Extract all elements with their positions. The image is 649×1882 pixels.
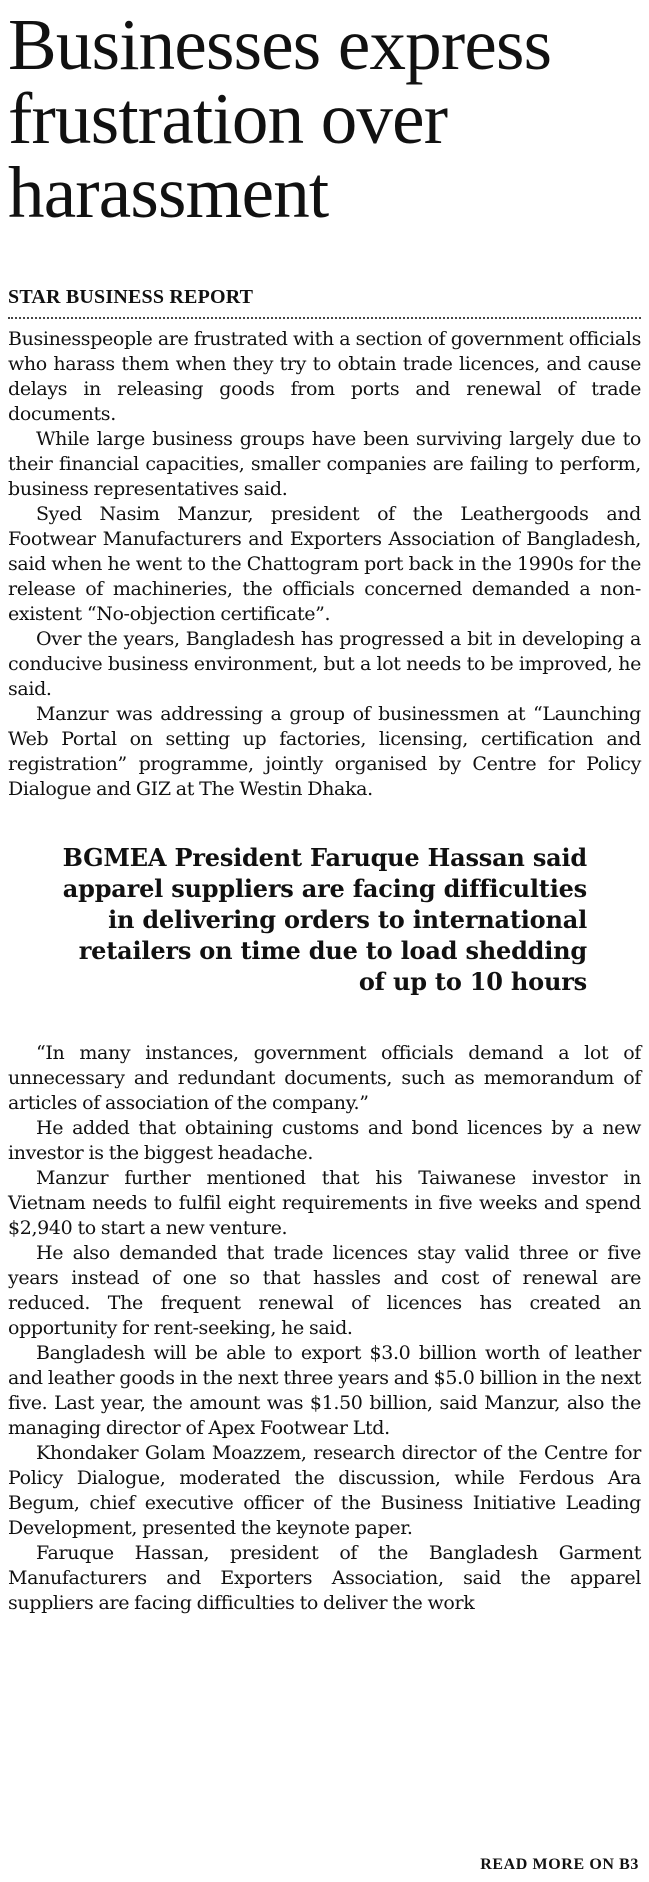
pull-quote: BGMEA President Faruque Hassan said apparel suppliers are facing difficulties in delivering orders to international retailers on time due to load shedding of up to 10 hours <box>62 843 587 996</box>
byline: STAR BUSINESS REPORT <box>8 286 254 308</box>
paragraph: Syed Nasim Manzur, president of the Leathergoods and Footwear Manufacturers and Exporters Association of Bangladesh, said when he went to the Chattogram port back in the 1990s for the release of machineries, the officials concerned demanded a non-existent “No-objection certificate”. <box>8 503 641 625</box>
paragraph: Faruque Hassan, president of the Bangladesh Garment Manufacturers and Exporters Association, said the apparel suppliers are facing difficulties to deliver the work <box>8 1542 641 1614</box>
paragraph: Manzur further mentioned that his Taiwanese investor in Vietnam needs to fulfil eight requirements in five weeks and spend $2,940 to start a new venture. <box>8 1167 641 1239</box>
paragraph: “In many instances, government officials demand a lot of unnecessary and redundant documents, such as memorandum of articles of association of the company.” <box>8 1042 641 1114</box>
headline <box>8 4 641 233</box>
article-body-bottom <box>8 1041 641 1616</box>
read-more-link[interactable]: READ MORE ON B3 <box>480 1856 639 1873</box>
paragraph: Bangladesh will be able to export $3.0 billion worth of leather and leather goods in the next three years and $5.0 billion in the next five. Last year, the amount was $1.50 billion, said Manzur, also the managing director of Apex Footwear Ltd. <box>8 1342 641 1439</box>
paragraph: Businesspeople are frustrated with a section of government officials who harass them when they try to obtain trade licences, and cause delays in releasing goods from ports and renewal of trade documents. <box>8 328 641 425</box>
paragraph: Khondaker Golam Moazzem, research director of the Centre for Policy Dialogue, moderated the discussion, while Ferdous Ara Begum, chief executive officer of the Business Initiative Leading Development, presented the keynote paper. <box>8 1442 641 1539</box>
article-body-top <box>8 327 641 802</box>
headline-line: Businesses express <box>8 4 552 85</box>
paragraph: Over the years, Bangladesh has progressed a bit in developing a conducive business environment, but a lot needs to be improved, he said. <box>8 628 641 700</box>
paragraph: He also demanded that trade licences stay valid three or five years instead of one so that hassles and cost of renewal are reduced. The frequent renewal of licences has created an opportunity for rent-seeking, he said. <box>8 1242 641 1339</box>
headline-line: harassment <box>8 152 329 233</box>
headline-line: frustration over <box>8 78 448 159</box>
paragraph: He added that obtaining customs and bond licences by a new investor is the biggest headache. <box>8 1117 641 1164</box>
dotted-divider <box>8 317 641 319</box>
paragraph: While large business groups have been surviving largely due to their financial capacities, smaller companies are failing to perform, business representatives said. <box>8 428 641 500</box>
paragraph: Manzur was addressing a group of businessmen at “Launching Web Portal on setting up factories, licensing, certification and registration” programme, jointly organised by Centre for Policy Dialogue and GIZ at The Westin Dhaka. <box>8 703 641 800</box>
